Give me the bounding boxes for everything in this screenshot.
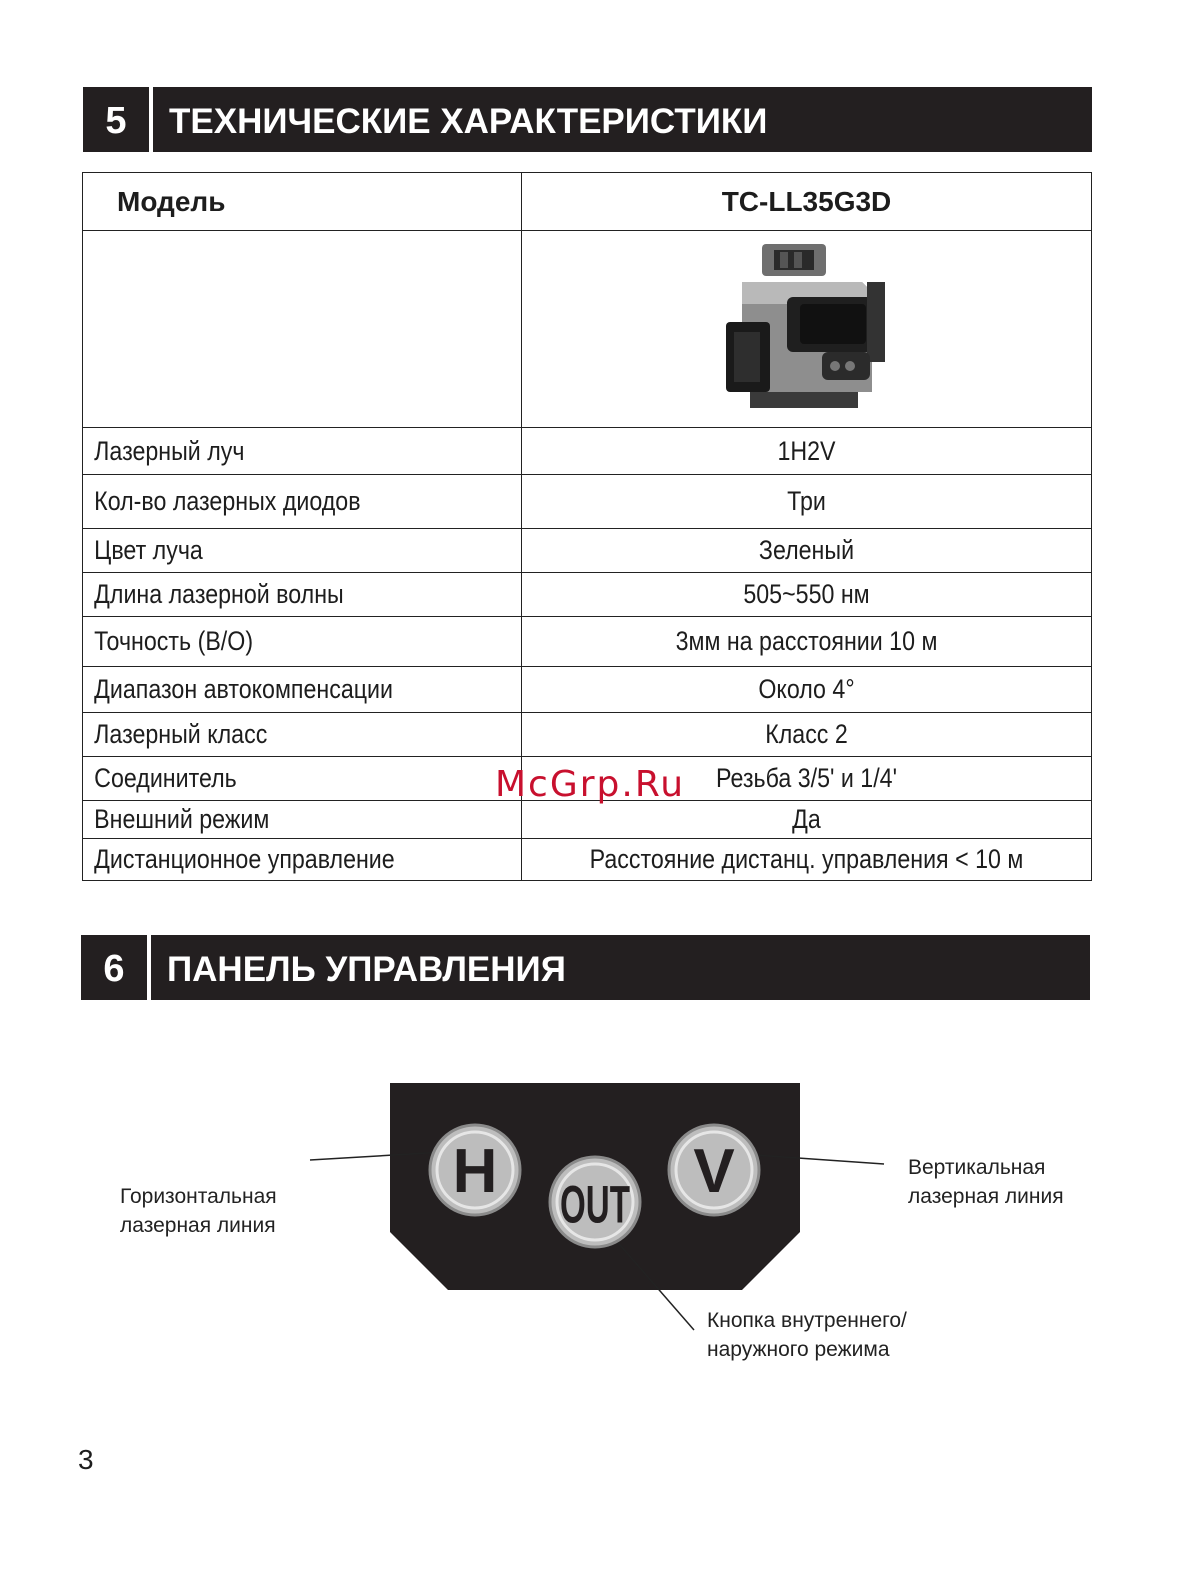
page-number: 3 bbox=[78, 1444, 94, 1475]
out-button[interactable] bbox=[550, 1157, 640, 1247]
table-row: Дистанционное управление Расстояние дистанц. управления < 10 м bbox=[83, 839, 1092, 881]
table-row: Соединитель Резьба 3/5' и 1/4' bbox=[83, 757, 1092, 801]
table-row: Лазерный класс Класс 2 bbox=[83, 713, 1092, 757]
h-button-label: H bbox=[452, 1137, 498, 1206]
table-row: Диапазон автокомпенсации Около 4° bbox=[83, 667, 1092, 713]
table-row: Цвет луча Зеленый bbox=[83, 529, 1092, 573]
table-row: Длина лазерной волны 505~550 нм bbox=[83, 573, 1092, 617]
callout-horizontal: Горизонтальная лазерная линия bbox=[120, 1185, 277, 1237]
section-number: 6 bbox=[81, 935, 147, 1000]
v-button-label: V bbox=[693, 1137, 735, 1206]
section-5-header bbox=[83, 87, 1092, 152]
section-title: ТЕХНИЧЕСКИЕ ХАРАКТЕРИСТИКИ bbox=[153, 87, 1092, 152]
model-value: TC-LL35G3D bbox=[721, 185, 892, 217]
model-label: Модель bbox=[117, 185, 226, 217]
section-number: 5 bbox=[83, 87, 149, 152]
section-6-header bbox=[81, 935, 1090, 1000]
h-button[interactable] bbox=[430, 1125, 520, 1215]
table-header-row bbox=[83, 173, 1092, 231]
section-title: ПАНЕЛЬ УПРАВЛЕНИЯ bbox=[151, 935, 1090, 1000]
table-row: Точность (В/О) 3мм на расстоянии 10 м bbox=[83, 617, 1092, 667]
laser-level-image bbox=[722, 242, 892, 412]
out-button-label: OUT bbox=[560, 1175, 630, 1235]
table-row: Лазерный луч 1H2V bbox=[83, 428, 1092, 475]
callout-mode: Кнопка внутреннего/ наружного режима bbox=[707, 1309, 907, 1361]
table-row: Внешний режим Да bbox=[83, 801, 1092, 839]
watermark: McGrp.Ru bbox=[495, 764, 686, 805]
image-row bbox=[83, 231, 1092, 428]
callout-vertical: Вертикальная лазерная линия bbox=[908, 1156, 1064, 1208]
v-button[interactable] bbox=[669, 1125, 759, 1215]
table-row: Кол-во лазерных диодов Три bbox=[83, 475, 1092, 529]
